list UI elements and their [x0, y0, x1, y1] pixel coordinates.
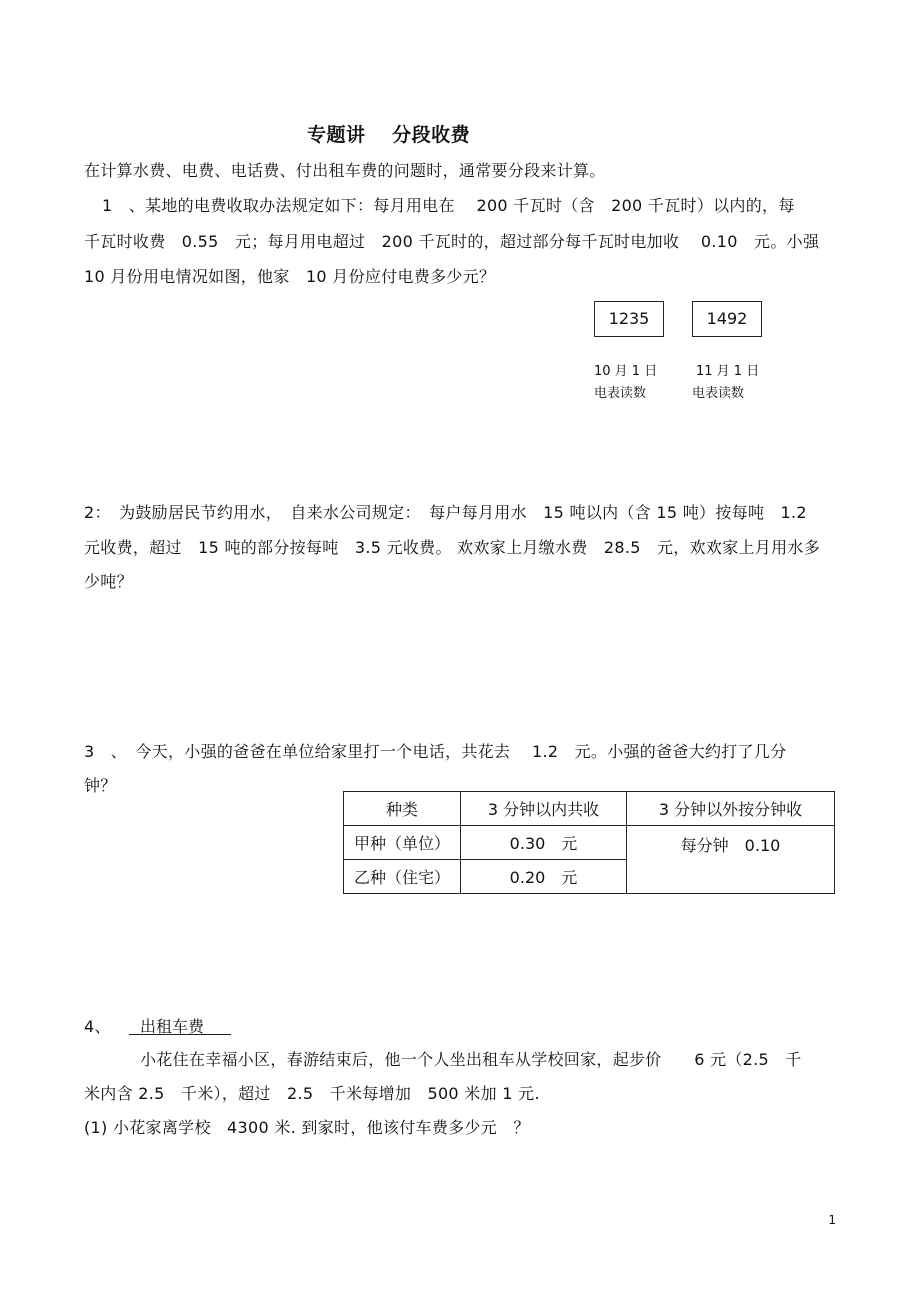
q4-heading: 出租车费	[129, 1014, 231, 1035]
meter-date-oct: 10 月 1 日	[594, 364, 658, 379]
intro-text: 在计算水费、电费、电话费、付出租车费的问题时，通常要分段来计算。	[84, 161, 606, 180]
q4-line-2: 米内含 2.5 千米），超过 2.5 千米每增加 500 米加 1 元.	[84, 1084, 540, 1103]
meter-date-nov: 11 月 1 日	[696, 364, 760, 379]
table-cell-kind: 乙种（住宅）	[344, 860, 461, 894]
q3-line-1: 3 、 今天，小强的爸爸在单位给家里打一个电话，共花去 1.2 元。小强的爸爸大约打了几分	[84, 742, 787, 761]
table-cell-within: 0.30 元	[461, 826, 627, 860]
q2-line-1: 2： 为鼓励居民节约用水， 自来水公司规定： 每户每月用水 15 吨以内（含 15 吨）按每吨 1.2	[84, 503, 807, 522]
meter-label-oct: 电表读数	[594, 386, 647, 401]
q1-line-1: 1 、某地的电费收取办法规定如下：每月用电在 200 千瓦时（含 200 千瓦时）以内的，每	[102, 196, 795, 215]
meter-label-nov: 电表读数	[692, 386, 745, 401]
table-cell-beyond: 每分钟 0.10	[627, 826, 835, 894]
q4-sub-question-1: (1) 小花家离学校 4300 米. 到家时，他该付车费多少元 ？	[84, 1118, 530, 1137]
page-title: 专题讲 分段收费	[307, 124, 471, 146]
q4-number: 4、	[84, 1017, 111, 1036]
meter-reading-oct: 1235	[594, 301, 664, 337]
q1-line-3: 10 月份用电情况如图，他家 10 月份应付电费多少元？	[84, 267, 496, 286]
table-header-row	[344, 792, 835, 826]
table-row	[344, 826, 835, 860]
table-header-kind: 种类	[344, 792, 461, 826]
phone-fee-table	[343, 791, 835, 894]
q2-line-2: 元收费，超过 15 吨的部分按每吨 3.5 元收费。 欢欢家上月缴水费 28.5 元，欢欢家上月用水多	[84, 538, 820, 557]
q2-line-3: 少吨？	[84, 572, 133, 591]
q3-line-2: 钟？	[84, 776, 117, 795]
meter-reading-nov: 1492	[692, 301, 762, 337]
table-header-beyond: 3 分钟以外按分钟收	[627, 792, 835, 826]
table-header-within: 3 分钟以内共收	[461, 792, 627, 826]
table-cell-within: 0.20 元	[461, 860, 627, 894]
page-number: 1	[828, 1213, 836, 1227]
table-cell-kind: 甲种（单位）	[344, 826, 461, 860]
q1-line-2: 千瓦时收费 0.55 元；每月用电超过 200 千瓦时的，超过部分每千瓦时电加收 0.10 元。小强	[84, 232, 820, 251]
q4-line-1: 小花住在幸福小区，春游结束后，他一个人坐出租车从学校回家，起步价 6 元（2.5 千	[140, 1050, 802, 1069]
